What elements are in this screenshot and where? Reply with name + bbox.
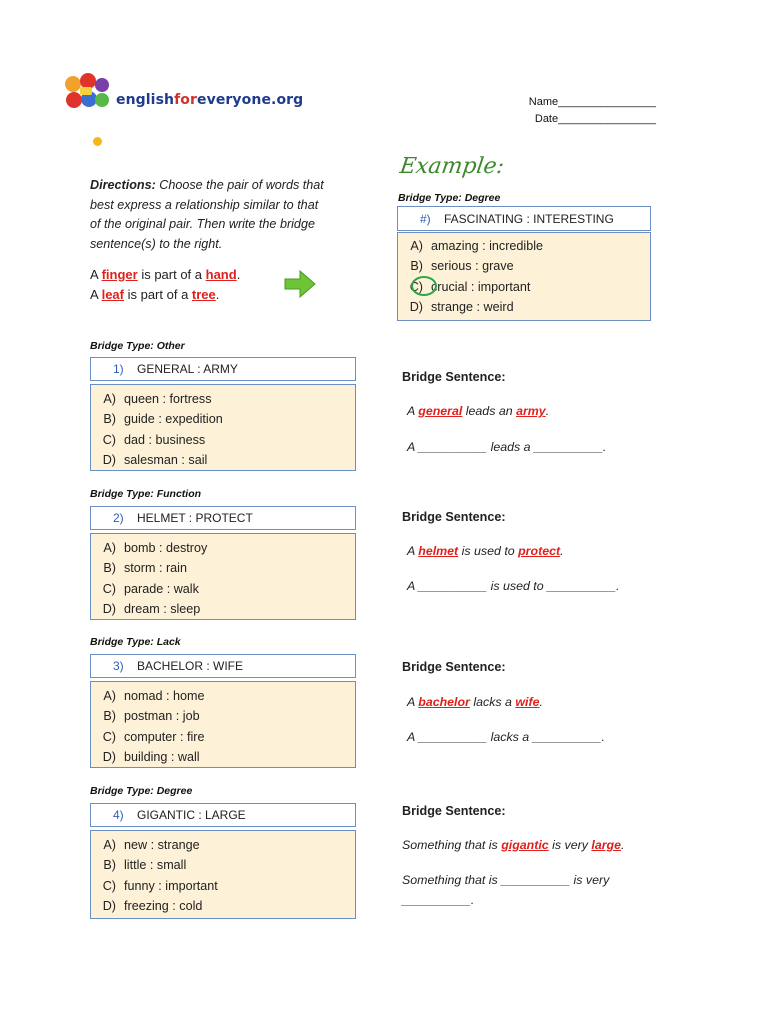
- puzzle-logo-icon: [62, 72, 112, 112]
- q3-option-b[interactable]: B) postman : job: [103, 709, 200, 724]
- yellow-dot-icon: [93, 137, 102, 146]
- q4-option-c[interactable]: C) funny : important: [102, 878, 218, 893]
- q3-box: [90, 654, 356, 768]
- example-number: #): [420, 211, 431, 226]
- q3-options: [90, 681, 356, 768]
- q3-number: 3): [113, 659, 124, 673]
- logo-part1: english: [116, 92, 175, 108]
- q2-option-b[interactable]: B) storm : rain: [103, 561, 187, 576]
- q1-bridge-sentence-title: Bridge Sentence:: [402, 370, 506, 384]
- q3-blank-sentence[interactable]: A __________ lacks a __________.: [407, 730, 605, 744]
- example-option-d: D) strange : weird: [409, 300, 514, 315]
- q4-box: [90, 803, 356, 919]
- q1-sentence: A general leads an army.: [407, 404, 550, 418]
- example-bridge-type: Bridge Type: Degree: [398, 192, 501, 204]
- q2-pair-header: [90, 506, 356, 530]
- example-option-c: C) crucial : important: [409, 279, 531, 294]
- q2-box: [90, 506, 356, 620]
- example-option-b: B) serious : grave: [410, 259, 514, 274]
- q3-pair: BACHELOR : WIFE: [137, 659, 244, 673]
- q4-blank-sentence-cont[interactable]: __________.: [402, 893, 475, 907]
- q4-blank-sentence[interactable]: Something that is __________ is very: [402, 873, 610, 887]
- q4-pair-header: [90, 803, 356, 827]
- answer-circle-icon: [411, 276, 437, 296]
- logo-part2: for: [174, 92, 198, 108]
- example-options: [397, 232, 651, 321]
- directions: Directions: Choose the pair of words that best express a relationship similar to that of the original pair. Then write the bridge sentence(s) to the right.: [90, 178, 324, 251]
- example-title: Example:: [398, 154, 506, 179]
- q1-number: 1): [113, 362, 124, 376]
- example-option-a: A) amazing : incredible: [410, 239, 544, 253]
- q2-bridge-sentence-title: Bridge Sentence:: [402, 510, 506, 524]
- name-date-block: [529, 94, 656, 128]
- q1-blank-sentence[interactable]: A __________ leads a __________.: [407, 440, 607, 454]
- q4-option-a[interactable]: A) new : strange: [103, 838, 200, 852]
- q1-pair-header: [90, 357, 356, 381]
- logo-part3: everyone.org: [197, 92, 304, 108]
- q2-options: [90, 533, 356, 620]
- q1-option-a[interactable]: A) queen : fortress: [103, 392, 212, 406]
- q4-bridge-sentence-title: Bridge Sentence:: [402, 804, 506, 818]
- q2-blank-sentence[interactable]: A __________ is used to __________.: [407, 579, 620, 593]
- q1-bridge-type: Bridge Type: Other: [90, 340, 185, 352]
- q4-number: 4): [113, 808, 124, 822]
- date-field[interactable]: Date________________: [534, 113, 656, 125]
- q3-option-c[interactable]: C) computer : fire: [102, 729, 205, 744]
- q2-bridge-type: Bridge Type: Function: [90, 488, 202, 500]
- directions-label: Directions:: [90, 178, 156, 192]
- q4-bridge-type: Bridge Type: Degree: [90, 785, 193, 797]
- q1-option-c[interactable]: C) dad : business: [102, 432, 206, 447]
- q3-option-d[interactable]: D) building : wall: [102, 750, 200, 765]
- name-field[interactable]: Name________________: [528, 96, 656, 108]
- q3-bridge-sentence-title: Bridge Sentence:: [402, 660, 506, 674]
- q3-option-a[interactable]: A) nomad : home: [103, 689, 205, 703]
- example-pair-header: [397, 206, 651, 231]
- example-box: [397, 206, 651, 321]
- q2-number: 2): [113, 511, 124, 525]
- q4-option-d[interactable]: D) freezing : cold: [102, 899, 203, 914]
- q1-option-b[interactable]: B) guide : expedition: [103, 412, 223, 427]
- q3-bridge-type: Bridge Type: Lack: [90, 636, 181, 648]
- q1-option-d[interactable]: D) salesman : sail: [102, 453, 208, 468]
- q2-option-d[interactable]: D) dream : sleep: [102, 602, 201, 617]
- q1-pair: GENERAL : ARMY: [137, 362, 238, 376]
- q1-options: [90, 384, 356, 471]
- q3-pair-header: [90, 654, 356, 678]
- q2-option-a[interactable]: A) bomb : destroy: [103, 541, 208, 555]
- demo-line-2: A leaf is part of a tree.: [90, 286, 220, 302]
- demo-line-1: A finger is part of a hand.: [90, 267, 241, 282]
- q2-option-c[interactable]: C) parade : walk: [102, 581, 199, 596]
- q4-option-b[interactable]: B) little : small: [103, 858, 187, 873]
- q4-options: [90, 830, 356, 919]
- example-pair: FASCINATING : INTERESTING: [444, 211, 614, 226]
- q3-sentence: A bachelor lacks a wife.: [407, 695, 543, 709]
- demo-example: [90, 265, 240, 304]
- q1-box: [90, 357, 356, 471]
- logo-text[interactable]: [116, 92, 303, 108]
- q4-pair: GIGANTIC : LARGE: [137, 808, 246, 822]
- q2-sentence: A helmet is used to protect.: [407, 544, 564, 558]
- green-arrow-icon: [283, 269, 317, 304]
- q4-sentence: Something that is gigantic is very large.: [402, 838, 625, 852]
- q2-pair: HELMET : PROTECT: [137, 511, 253, 525]
